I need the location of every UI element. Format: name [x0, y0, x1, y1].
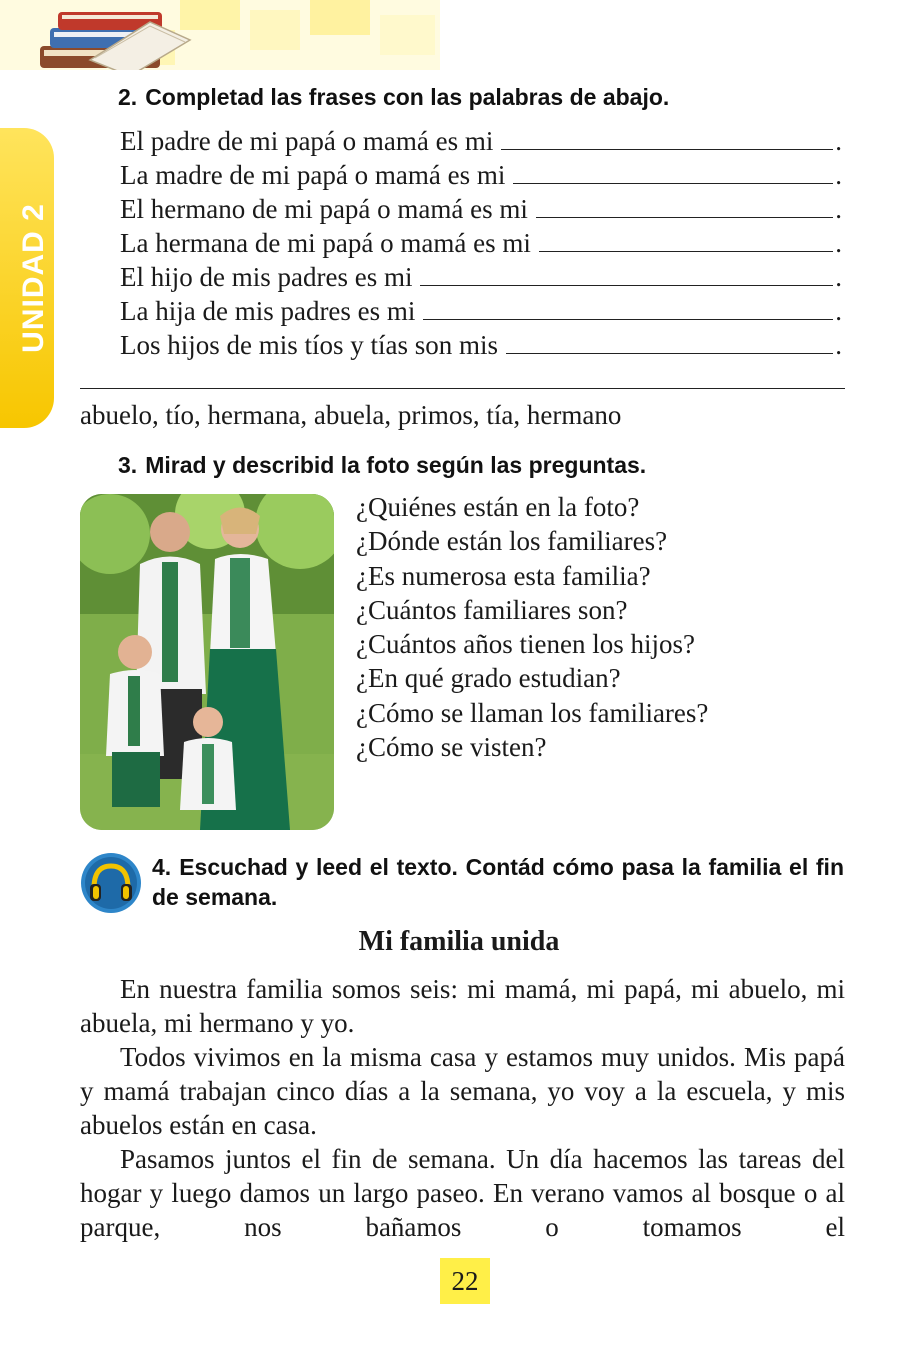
- fill-blank[interactable]: [423, 318, 833, 320]
- sentence-line: [120, 328, 842, 362]
- reading-text: [80, 972, 845, 1244]
- sentence-line: [120, 192, 842, 226]
- question: ¿Cómo se llaman los familiares?: [356, 697, 709, 728]
- task-4-heading: [152, 852, 844, 912]
- sentence-line: [120, 294, 842, 328]
- sentence-line: [120, 158, 842, 192]
- sentence-line: [120, 260, 842, 294]
- sentence-end: .: [835, 262, 842, 292]
- task-3-heading: [118, 452, 646, 479]
- sentence-text: La hija de mis padres es mi: [120, 296, 416, 326]
- sentence-text: El hijo de mis padres es mi: [120, 262, 413, 292]
- sentence-text: La hermana de mi papá o mamá es mi: [120, 228, 531, 258]
- fill-blank[interactable]: [420, 284, 833, 286]
- question: ¿En qué grado estudian?: [356, 663, 621, 694]
- task-2-instruction: Completad las frases con las palabras de abajo.: [145, 84, 670, 110]
- task-4-number: 4.: [152, 854, 172, 880]
- question-list: [356, 490, 708, 764]
- sentence-end: .: [835, 296, 842, 326]
- question: ¿Quiénes están en la foto?: [356, 492, 640, 522]
- question: ¿Cuántos familiares son?: [356, 594, 628, 625]
- task-4-instruction: Escuchad y leed el texto. Contád cómo pasa la familia el fin de semana.: [152, 854, 844, 910]
- sentence-text: El padre de mi papá o mamá es mi: [120, 126, 494, 156]
- sentence-text: Los hijos de mis tíos y tías son mis: [120, 330, 499, 360]
- divider: [80, 388, 845, 389]
- paragraph: Pasamos juntos el fin de semana. Un día hacemos las tareas del hogar y luego damos un largo paseo. En verano vamos al bosque o al parque, nos bañamos o tomamos el: [80, 1144, 845, 1242]
- books-decoration: [0, 0, 440, 70]
- fill-blank[interactable]: [539, 250, 833, 252]
- sentence-end: .: [835, 194, 842, 224]
- question: ¿Es numerosa esta familia?: [356, 560, 651, 591]
- fill-blank[interactable]: [506, 352, 833, 354]
- sentence-end: .: [835, 126, 842, 156]
- family-photo: [80, 494, 334, 830]
- paragraph: Todos vivimos en la misma casa y estamos muy unidos. Mis papá y mamá trabajan cinco días a la semana, yo voy a la escuela, y mis abuelos están en casa.: [80, 1042, 845, 1140]
- task-3-instruction: Mirad y describid la foto según las preguntas.: [145, 452, 647, 478]
- sentence-end: .: [835, 330, 842, 360]
- question: ¿Cómo se visten?: [356, 732, 547, 763]
- word-bank: abuelo, tío, hermana, abuela, primos, tía, hermano: [80, 400, 622, 430]
- task-3-number: 3.: [118, 452, 138, 478]
- sentence-line: [120, 124, 842, 158]
- task-2-number: 2.: [118, 84, 138, 110]
- fill-blank[interactable]: [513, 182, 833, 184]
- page-number: 22: [440, 1258, 490, 1304]
- question: ¿Cuántos años tienen los hijos?: [356, 629, 695, 660]
- task-2-heading: [118, 84, 669, 111]
- sentence-text: El hermano de mi papá o mamá es mi: [120, 194, 528, 224]
- paragraph: En nuestra familia somos seis: mi mamá, mi papá, mi abuelo, mi abuela, mi hermano y yo.: [80, 974, 845, 1038]
- sentence-end: .: [835, 160, 842, 190]
- fill-blank[interactable]: [536, 216, 833, 218]
- sentence-end: .: [835, 228, 842, 258]
- unit-tab-label: UNIDAD 2: [17, 203, 50, 353]
- question: ¿Dónde están los familiares?: [356, 526, 668, 557]
- text-title: Mi familia unida: [358, 926, 560, 957]
- sentence-text: La madre de mi papá o mamá es mi: [120, 160, 506, 190]
- headphones-icon[interactable]: [80, 852, 142, 914]
- sentence-line: [120, 226, 842, 260]
- fill-blank[interactable]: [501, 148, 833, 150]
